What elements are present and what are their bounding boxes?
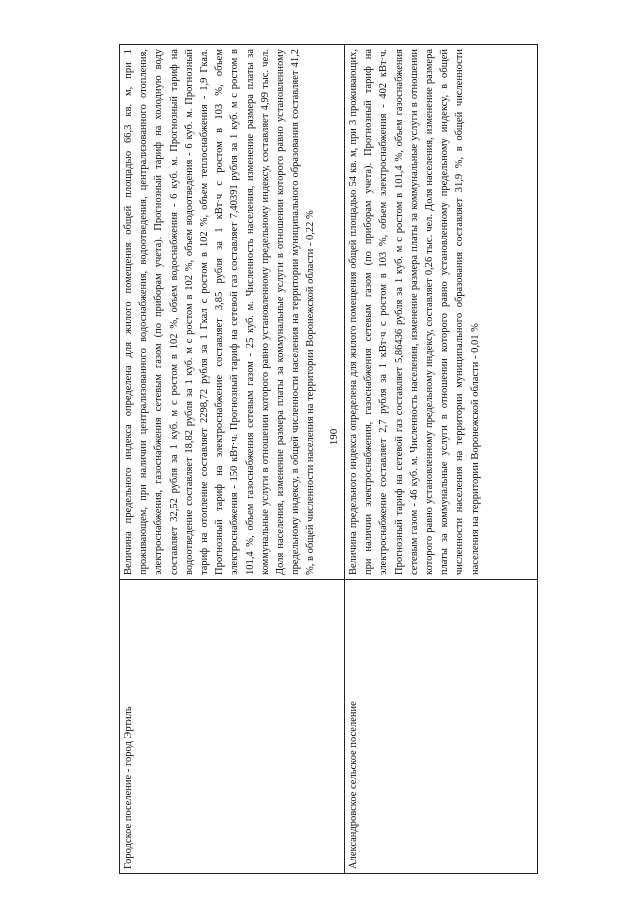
settlement-name-cell: Городское поселение - город Эртиль bbox=[120, 580, 345, 874]
settlement-name-cell: Александровское сельское поселение bbox=[345, 580, 538, 874]
tariff-table bbox=[119, 44, 538, 874]
table-row bbox=[345, 45, 538, 874]
index-description-cell: Величина предельного индекса определена для жилого помещения общей площадью 54 кв. м, при 3 проживающих, при наличии электроснабжения, газоснабжения сетевым газом (по приборам учета). Прогнозный тариф на электроснабжение составляет 2,7 рубля за 1 кВт·ч с ростом в 103 %, объем электроснабжения - 402 кВт·ч. Прогнозный тариф на сетевой газ составляет 5,86436 рубля за 1 куб. м с ростом в 101,4 %, объем газоснабжения сетевым газом - 46 куб. м. Численность населения, изменение размера платы за коммунальные услуги в отношении которого равно установленному предельному индексу, составляет 0,26 тыс. чел. Доля населения, изменение размера платы за коммунальные услуги в отношении которого равно установленному предельному индексу, в общей численности населения на территории муниципального образования составляет 31,9 %, в общей численности населения на территории Воронежской области - 0,01 % bbox=[345, 45, 538, 580]
table-row bbox=[120, 45, 345, 874]
page-number: 190 bbox=[328, 428, 340, 446]
rotated-page-content bbox=[119, 44, 537, 874]
index-description-cell: Величина предельного индекса определена для жилого помещения общей площадью 66,3 кв. м, при 1 проживающем, при наличии централизованного водоснабжения, водоотведения, централизованного отопления, электроснабжения, газоснабжения сетевым газом (по приборам учета). Прогнозный тариф на холодную воду составляет 32,52 рубля за 1 куб. м с ростом в 102 %, объем водоснабжения - 6 куб. м. Прогнозный тариф на водоотведение составляет 18,82 рубля за 1 куб. м с ростом в 102 %, объем водоотведения - 6 куб. м. Прогнозный тариф на отопление составляет 2298,72 рубля за 1 Гкал с ростом в 102 %, объем теплоснабжения - 1,9 Гкал. Прогнозный тариф на электроснабжение составляет 3,85 рубля за 1 кВт·ч с ростом в 103 %, объем электроснабжения - 150 кВт·ч. Прогнозный тариф на сетевой газ составляет 7,40391 рубля за 1 куб. м с ростом в 101,4 %, объем газоснабжения сетевым газом - 25 куб. м. Численность населения, изменение размера платы за коммунальные услуги в отношении которого равно установленному предельному индексу, составляет 4,99 тыс. чел. Доля населения, изменение размера платы за коммунальные услуги в отношении которого равно установленному предельному индексу, в общей численности населения на территории муниципального образования составляет 41,2 %, в общей численности населения на территории Воронежской области - 0,22 % bbox=[120, 45, 345, 580]
